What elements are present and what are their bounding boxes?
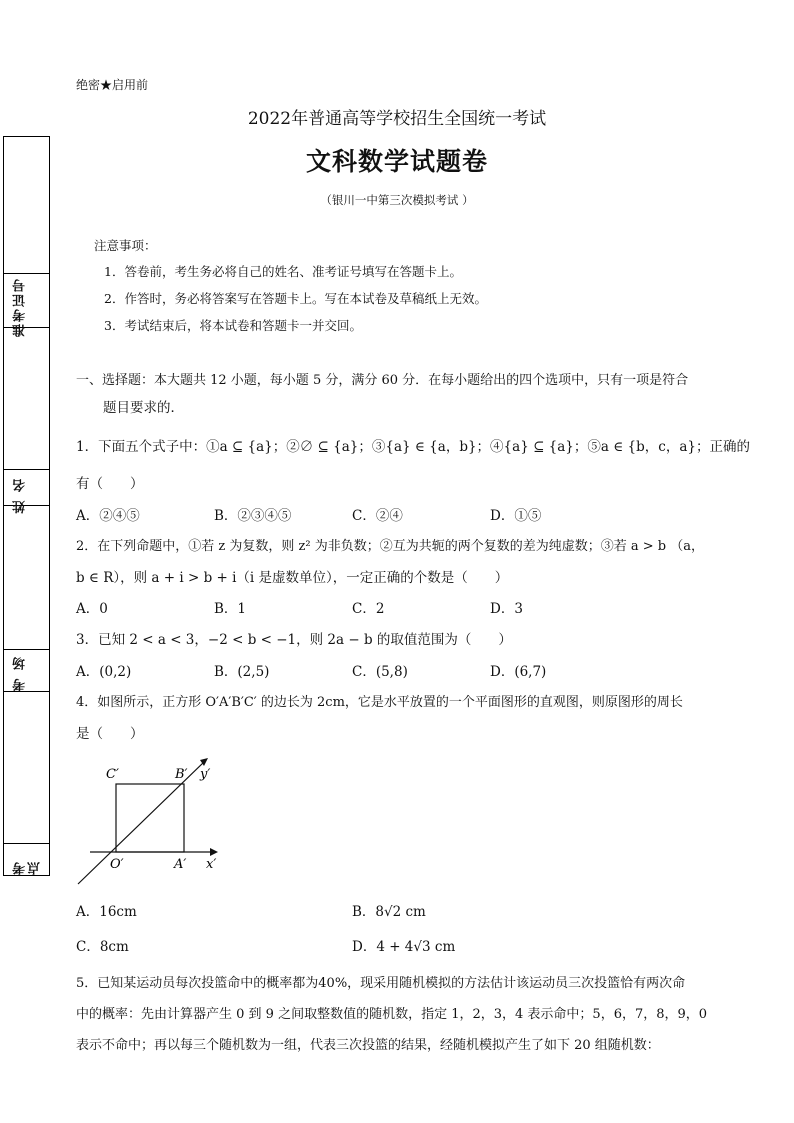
strip-divider xyxy=(4,273,49,274)
x-axis-arrow xyxy=(210,848,218,856)
q2-option-b: B．1 xyxy=(214,601,247,617)
exam-title: 2022年普通高等学校招生全国统一考试 xyxy=(247,109,547,129)
question-1-cont: 有（ ） xyxy=(76,476,144,492)
question-2-cont: b ∈ R），则 a + i > b + i（i 是虚数单位），一定正确的个数是（ ） xyxy=(76,570,509,586)
q2-option-d: D．3 xyxy=(490,601,523,617)
strip-label-exam-room: 考 场 xyxy=(13,655,28,692)
question-4-cont: 是（ ） xyxy=(76,726,144,742)
notes-heading: 注意事项： xyxy=(94,238,157,253)
q4-figure xyxy=(70,756,230,888)
section1-header: 一、选择题：本大题共 12 小题，每小题 5 分，满分 60 分．在每小题给出的四个选项中，只有一项是符合 xyxy=(76,373,689,388)
section1-header-cont: 题目要求的． xyxy=(103,400,184,416)
question-4: 4．如图所示，正方形 O′A′B′C′ 的边长为 2cm，它是水平放置的一个平面图形的直观图，则原图形的周长 xyxy=(76,695,683,710)
strip-divider xyxy=(4,649,49,650)
q3-option-c: C．(5,8) xyxy=(352,664,408,680)
label-y: y′ xyxy=(200,767,211,782)
q3-option-a: A．(0,2) xyxy=(76,664,132,680)
q4-option-a: A．16cm xyxy=(76,904,137,920)
strip-label-name: 姓 名 xyxy=(13,477,28,514)
q3-option-b: B．(2,5) xyxy=(214,664,270,680)
label-o: O′ xyxy=(110,857,124,872)
paper-subtitle: （银川一中第三次模拟考试 ） xyxy=(320,193,474,207)
note-item: 2．作答时，务必将答案写在答题卡上。写在本试卷及草稿纸上无效。 xyxy=(104,291,487,306)
strip-label-exam-id: 准考证号 xyxy=(13,277,28,337)
q4-option-b: B．8√2 cm xyxy=(352,904,426,920)
question-3: 3．已知 2 < a < 3，−2 < b < −1，则 2a − b 的取值范围为（ ） xyxy=(76,632,512,648)
q1-option-b: B．②③④⑤ xyxy=(214,508,292,524)
q4-option-d: D．4 + 4√3 cm xyxy=(352,939,456,955)
q3-option-d: D．(6,7) xyxy=(490,664,547,680)
question-1: 1．下面五个式子中：①a ⊆ {a}；②∅ ⊆ {a}；③{a} ∈ {a，b}；④{a} ⊆ {a}；⑤a ∈ {b，c，a}；正确的 xyxy=(76,439,750,455)
strip-divider xyxy=(4,843,49,844)
question-5-cont: 中的概率：先由计算器产生 0 到 9 之间取整数值的随机数，指定 1，2，3，4 表示命中；5，6，7，8，9，0 xyxy=(76,1007,708,1022)
q1-option-c: C．②④ xyxy=(352,508,403,524)
note-item: 1．答卷前，考生务必将自己的姓名、准考证号填写在答题卡上。 xyxy=(104,264,462,279)
label-x: x′ xyxy=(206,857,217,872)
paper-title: 文科数学试题卷 xyxy=(305,147,488,176)
q4-option-c: C．8cm xyxy=(76,939,129,955)
label-c: C′ xyxy=(106,767,119,782)
q1-option-a: A．②④⑤ xyxy=(76,508,140,524)
strip-label-exam-site: 考 点 xyxy=(13,860,43,875)
q2-option-c: C．2 xyxy=(352,601,385,617)
q2-option-a: A．0 xyxy=(76,601,108,617)
square-shape xyxy=(116,784,184,852)
q1-option-d: D．①⑤ xyxy=(490,508,542,524)
question-5-cont: 表示不命中；再以每三个随机数为一组，代表三次投篮的结果，经随机模拟产生了如下 20 组随机数： xyxy=(76,1038,660,1053)
note-item: 3．考试结束后，将本试卷和答题卡一并交回。 xyxy=(104,318,362,333)
question-2: 2．在下列命题中，①若 z 为复数，则 z² 为非负数；②互为共轭的两个复数的差为纯虚数；③若 a > b （a， xyxy=(76,539,704,554)
question-5: 5．已知某运动员每次投篮命中的概率都为40%，现采用随机模拟的方法估计该运动员三次投篮恰有两次命 xyxy=(76,976,686,991)
secret-mark: 绝密★启用前 xyxy=(76,78,149,92)
label-a: A′ xyxy=(174,857,187,872)
label-b: B′ xyxy=(175,767,188,782)
binding-strip xyxy=(3,136,50,876)
strip-divider xyxy=(4,469,49,470)
